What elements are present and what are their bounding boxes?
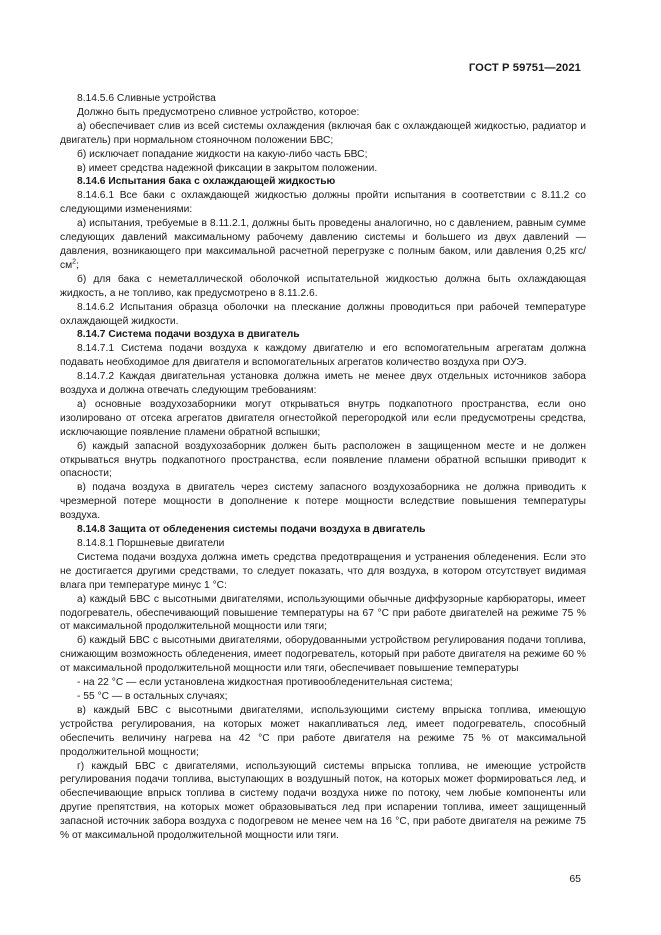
paragraph: 8.14.7.1 Система подачи воздуха к каждому двигателю и его вспомогательным агрегатам должна подавать необходимое для двигателя и вспомогательных агрегатов количество воздуха при ОУЭ. [60,343,586,369]
paragraph: в) имеет средства надежной фиксации в закрытом положении. [77,162,378,174]
paragraph: 8.14.7.2 Каждая двигательная установка должна иметь не менее двух отдельных источников забора воздуха и должна отвечать следующим требованиям: [60,371,586,397]
paragraph: б) для бака с неметаллической оболочкой испытательной жидкостью должна быть охлаждающая жидкость, а не топливо, как предусмотрено в 8.11.2.6. [60,273,586,299]
paragraph: в) каждый БВС с высотными двигателями, использующими систему впрыска топлива, имеющую устройства регулирования, на которых может накапливаться лед, имеет подогреватель, способный обеспечить величину нагрева на 42 °С при работе двигателя на режиме 75 % от максимальной продолжительной мощности; [60,704,586,758]
paragraph: б) каждый БВС с высотными двигателями, оборудованными устройством регулирования подачи топлива, снижающим возможность обледенения, имеет подогреватель, который при работе двигателя на режиме 60 % от максимальной продолжительной мощности или тяги, обеспечивает повышение температуры [60,635,586,675]
paragraph: 8.14.6.1 Все баки с охлаждающей жидкостью должны пройти испытания в соответствии с 8.11.2 со следующими изменениями: [60,190,586,216]
paragraph: Должно быть предусмотрено сливное устройство, которое: [77,106,360,118]
paragraph-text: а) испытания, требуемые в 8.11.2.1, должны быть проведены аналогично, но с давлением, равным сумме следующих давлений максимальному рабочему давлению системы и большего из двух давлений — давления, возникающего при максимальной расчетной перегрузке с полным баком, или давления 0,25 кгс/см [60,218,586,271]
paragraph: г) каждый БВС с двигателями, использующий системы впрыска топлива, не имеющие устройств регулирования подачи топлива, выступающих в воздушный поток, на которых может формироваться лед, и обеспечивающие впрыск топлива в систему подачи воздуха ниже по потоку, чем любые компоненты или другие препятствия, на которых может образовываться лед при испарении топлива, имеет защищенный запасной источник забора воздуха с подогревом не менее чем на 16 °С, при работе двигателя на режиме 75 % от максимальной продолжительной мощности или тяги. [60,760,586,842]
paragraph: 8.14.8.1 Поршневые двигатели [77,538,225,549]
paragraph: 8.14.6.2 Испытания образца оболочки на плескание должны проводиться при рабочей температуре охлаждающей жидкости. [60,301,586,327]
paragraph [60,217,586,273]
page-number: 65 [569,873,581,885]
paragraph: б) каждый запасной воздухозаборник должен быть расположен в защищенном месте и не должен открываться внутрь подкапотного пространства, если появление пламени обратной вспышки приводит к опасности; [60,440,586,480]
section-heading: 8.14.6 Испытания бака с охлаждающей жидкостью [77,176,336,188]
paragraph: а) основные воздухозаборники могут открываться внутрь подкапотного пространства, если оно изолировано от отсека агрегатов двигателя огнестойкой перегородкой или если предусмотрены средства, исключающие появление пламени обратной вспышки; [60,398,586,438]
document-header: ГОСТ Р 59751—2021 [468,62,581,74]
section-heading: 8.14.8 Защита от обледенения системы подачи воздуха в двигатель [77,524,426,536]
section-heading: 8.14.7 Система подачи воздуха в двигатель [77,329,300,341]
paragraph: б) исключает попадание жидкости на какую-либо часть БВС; [77,148,368,160]
paragraph: в) подача воздуха в двигатель через систему запасного воздухозаборника не должна приводить к чрезмерной потере мощности в дополнение к потере мощности вследствие повышения температуры воздуха. [60,482,586,522]
dash-list-item: - 55 °С — в остальных случаях; [77,690,228,702]
paragraph: Система подачи воздуха должна иметь средства предотвращения и устранения обледенения. Если это не достигается другими средствами, то следует показать, что для воздуха, в котором отсутствует видимая влага при температуре минус 1 °С: [60,551,586,591]
paragraph: 8.14.5.6 Сливные устройства [77,93,216,104]
paragraph: а) каждый БВС с высотными двигателями, использующими обычные диффузорные карбюраторы, имеет подогреватель, обеспечивающий повышение температуры на 67 °С при работе двигателей на режиме 75 % от максимальной продолжительной мощности или тяги; [60,593,586,633]
dash-list-item: - на 22 °С — если установлена жидкостная противообледенительная система; [77,677,453,689]
paragraph-tail: ; [76,259,79,271]
paragraph: а) обеспечивает слив из всей системы охлаждения (включая бак с охлаждающей жидкостью, радиатор и двигатель) при нормальном стояночном положении БВС; [60,120,586,146]
superscript: 2 [72,258,77,266]
document-body [60,92,586,843]
